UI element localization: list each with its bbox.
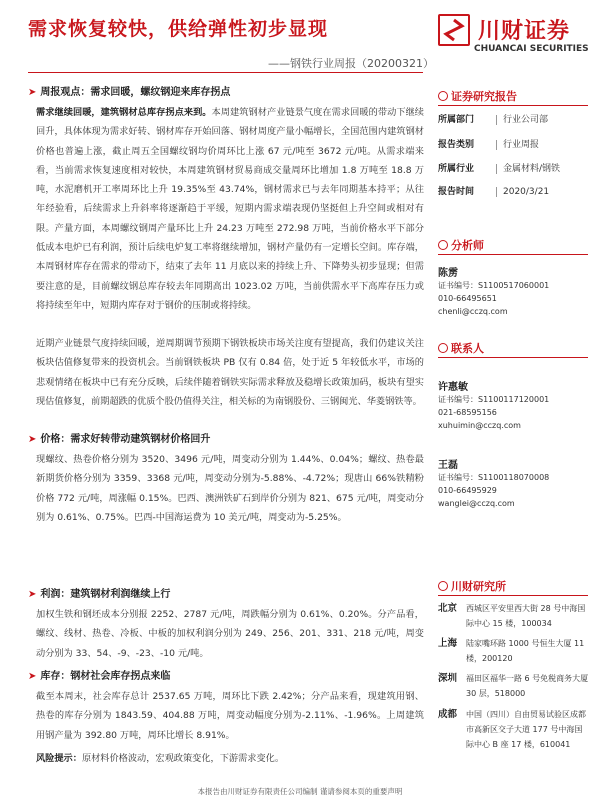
core-view-paragraph: 需求继续回暖，建筑钢材总库存拐点来到。本周建筑钢材产业链景气度在需求回暖的带动下继续回升，具体体现为需求好转、钢材库存开始回落、钢材周度产量小幅增长，全国范围内建筑钢材价格也普遍上涨，截止周五全国螺纹钢均价周环比上涨 67 元/吨至 3672 元/吨。从需求端来看，当前需求恢复速度相对较快，本周建筑钢材贸易商成交量周环比增加 1.8 万吨至 18.8 万吨，水泥磨机开工率周环比上升 19.35%至 43.74%，钢材需求已与去年同期基本持平；从往年经验看，后续需求上升斜率将逐渐趋于平缓，短期内需求端表现仍坚挺但上升空间或相对有限。产量方面，本周螺纹钢周产量环比上升 24.23 万吨至 272.98 万吨，当前价格水平下部分低成本电炉已有利润，预计后续电炉复工率将继续增加，钢材产量仍有一定增长空间。库存端，本周钢材库存在需求的带动下，结束了去年 11 月底以来的持续上升、下降势头初步显现；但需要注意的是，目前螺纹钢总库存较去年同期高出 1023.02 万吨，当前供需水平下高库存压力或将持续至年中，短期内库存对于钢价的压制或将持续。 <box>36 107 424 311</box>
office-address-shenzhen: 福田区福华一路 6 号免税商务大厦 30 层，518000 <box>466 674 589 698</box>
info-row-category: 报告类别 行业周报 <box>438 140 540 150</box>
header-divider <box>28 72 423 73</box>
office-city-beijing: 北京 <box>438 603 458 614</box>
sidebar-divider <box>438 595 588 596</box>
contact-heading: 联系人 <box>438 340 484 356</box>
contact-cert: 证书编号：S1100117120001 <box>438 395 550 404</box>
office-city-shenzhen: 深圳 <box>438 673 458 684</box>
core-view-lead: 需求继续回暖，建筑钢材总库存拐点来到。 <box>36 107 212 118</box>
company-logo <box>438 14 588 60</box>
office-city-chengdu: 成都 <box>438 709 458 720</box>
investment-paragraph: 近期产业链景气度持续回暖，逆周期调节预期下钢铁板块市场关注度有望提高，我们仍建议关注板块估值修复带来的投资机会。当前钢铁板块 PB 仅有 0.84 倍，处于近 5 年较低水平，市场的悲观情绪在板块中已有充分反映，后续伴随着钢铁实际需求释放及稳增长政策加码，板块有望实现估值修复，前期超跌的优质个股仍值得关注，相关标的为南钢股份、三钢闽光、华菱钢铁等。 <box>36 338 424 407</box>
info-row-date: 报告时间 2020/3/21 <box>438 187 550 197</box>
contact-email[interactable]: wanglei@cczq.com <box>438 499 515 508</box>
office-city-shanghai: 上海 <box>438 638 458 649</box>
section-inventory-heading: ➤ 库存：钢材社会库存拐点来临 <box>28 671 171 682</box>
section-profit-heading: ➤ 利润：建筑钢材利润继续上行 <box>28 589 171 600</box>
contact-email[interactable]: xuhuimin@cczq.com <box>438 421 521 430</box>
circle-bullet-icon <box>438 581 448 591</box>
sidebar-divider <box>438 254 588 255</box>
analyst-email[interactable]: chenli@cczq.com <box>438 307 508 316</box>
logo-mark-icon <box>438 14 470 46</box>
price-paragraph: 现螺纹、热卷价格分别为 3520、3496 元/吨，周变动分别为 1.44%、0.04%；螺纹、热卷最新期货价格分别为 3359、3368 元/吨，周变动分别为-5.88%、-4.72%；现唐山 66%铁精粉价格 772 元/吨，周涨幅 0.15%。巴西、澳洲铁矿石到岸价分别为 821、675 元/吨，周变动分别为 0.61%、0.75%。巴西-中国海运费为 10 美元/吨，周变动为-5.25%。 <box>36 454 424 523</box>
inventory-paragraph: 截至本周末，社会库存总计 2537.65 万吨，周环比下跌 2.42%；分产品来看，现建筑用钢、热卷的库存分别为 1843.59、404.88 万吨，周变动幅度分别为-2.11%、-1.96%。上周建筑用钢产量为 392.80 万吨，周环比增长 8.91%。 <box>36 691 424 741</box>
analyst-phone: 010-66495651 <box>438 294 497 303</box>
analyst-heading: 分析师 <box>438 237 484 253</box>
contact-phone: 021-68595156 <box>438 408 497 417</box>
arrow-right-icon: ➤ <box>28 671 37 682</box>
info-row-industry: 所属行业 金属材料/钢铁 <box>438 164 561 174</box>
office-address-beijing: 西城区平安里西大街 28 号中海国际中心 15 楼，100034 <box>466 604 586 628</box>
report-subtitle: ——钢铁行业周报（20200321） <box>268 57 434 70</box>
analyst-name: 陈雳 <box>438 268 458 279</box>
profit-paragraph: 加权生铁和钢坯成本分别报 2252、2787 元/吨，周跌幅分别为 0.61%、0.20%。分产品看，螺纹、线材、热卷、冷板、中板的加权利润分别为 249、256、201、331、218 元/吨，周变动分别为 33、54、-9、-23、-10 元/吨。 <box>36 609 424 659</box>
contact-name: 王磊 <box>438 460 458 471</box>
contact-name: 许惠敏 <box>438 382 468 393</box>
research-report-heading: 证券研究报告 <box>438 88 517 104</box>
circle-bullet-icon <box>438 91 448 101</box>
office-address-chengdu: 中国（四川）自由贸易试验区成都市高新区交子大道 177 号中海国际中心 B 座 17 楼，610041 <box>466 710 586 749</box>
circle-bullet-icon <box>438 343 448 353</box>
arrow-right-icon: ➤ <box>28 589 37 600</box>
logo-name: 川财证券 <box>478 19 571 44</box>
report-title: 需求恢复较快，供给弹性初步显现 <box>28 18 329 40</box>
office-address-shanghai: 陆家嘴环路 1000 号恒生大厦 11 楼，200120 <box>466 639 585 663</box>
contact-phone: 010-66495929 <box>438 486 497 495</box>
contact-cert: 证书编号：S1100118070008 <box>438 473 550 482</box>
circle-bullet-icon <box>438 240 448 250</box>
sidebar-divider <box>438 105 588 106</box>
risk-paragraph: 风险提示：原材料价格波动，宏观政策变化，下游需求变化。 <box>36 753 285 764</box>
logo-english: CHUANCAI SECURITIES <box>474 44 589 54</box>
analyst-cert: 证书编号：S1100517060001 <box>438 281 550 290</box>
section-price-heading: ➤ 价格：需求好转带动建筑钢材价格回升 <box>28 434 211 445</box>
info-row-department: 所属部门 行业公司部 <box>438 115 549 125</box>
institute-heading: 川财研究所 <box>438 578 506 594</box>
page-footer: 本报告由川财证券有限责任公司编制 谨请参阅本页的重要声明 <box>197 787 403 796</box>
arrow-right-icon: ➤ <box>28 87 37 98</box>
sidebar-divider <box>438 357 588 358</box>
arrow-right-icon: ➤ <box>28 434 37 445</box>
section-core-view-heading: ➤ 周报观点：需求回暖，螺纹钢迎来库存拐点 <box>28 87 231 98</box>
